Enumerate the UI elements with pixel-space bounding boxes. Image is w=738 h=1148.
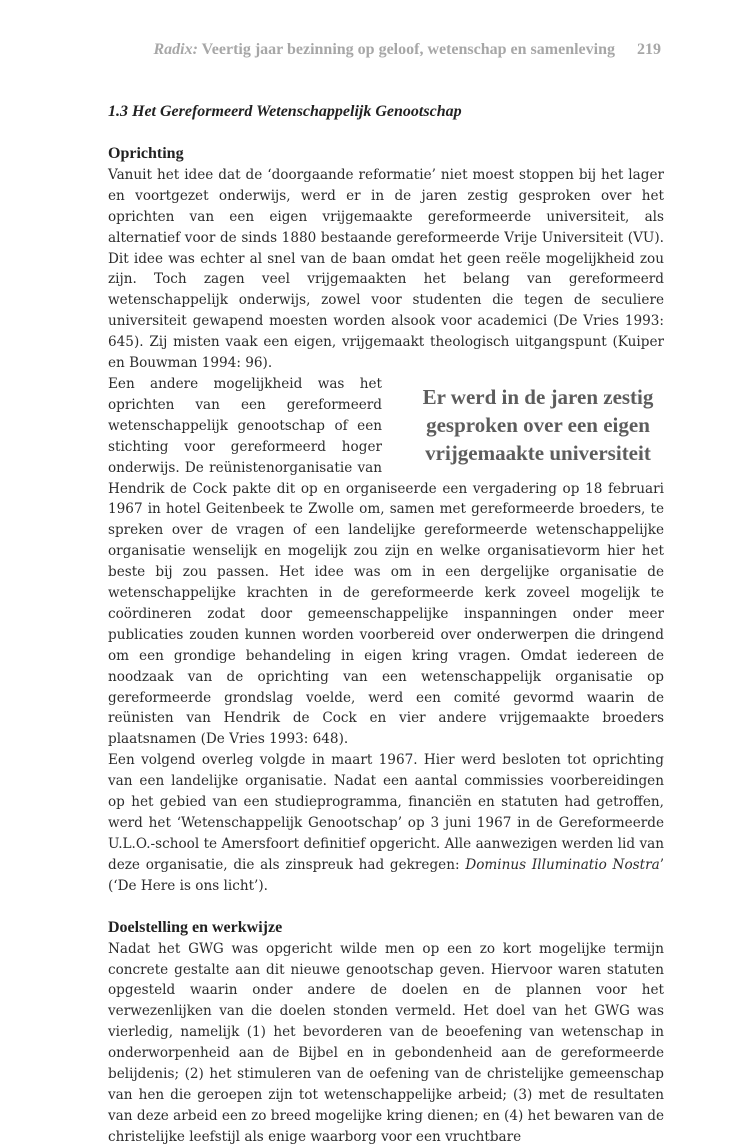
- paragraph-text: Een volgend overleg volgde in maart 1967. Hier werd besloten tot oprichting van een landelijke organisatie. Nadat een aantal commissies voorbereidingen op het gebied van een studieprogramma, financiën en statuten had getroffen, werd het ‘Wetenschappelijk Genootschap’ op 3 juni 1967 in de Gereformeerde U.L.O.-school te Amersfoort definitief opgericht. Alle aanwezigen werden lid van deze organisatie, die als zinspreuk had gekregen:: [108, 752, 664, 873]
- paragraph: Nadat het GWG was opgericht wilde men op een zo kort mogelijke termijn concrete gestalte aan dit nieuwe genootschap geven. Hiervoor waren statuten opgesteld waarin onder andere de doelen en de plannen voor het verwezenlijken van die doelen stonden vermeld. Het doel van het GWG was vierledig, namelijk (1) het bevorderen van de beoefening van wetenschap in onderworpenheid aan de Bijbel en in gebondenheid aan de gereformeerde belijdenis; (2) het stimuleren van de oefening van de christelijke gemeenschap van hen die geroepen zijn tot wetenschappelijke arbeid; (3) met de resultaten van deze arbeid een zo breed mogelijke kring dienen; en (4) het bewaren van de christelijke leefstijl als enige waarborg voor een vruchtbare: [108, 940, 664, 1145]
- paragraph-with-pullquote: [108, 374, 664, 750]
- running-header: [154, 41, 662, 59]
- page-body: [108, 100, 664, 1148]
- page-number: 219: [637, 41, 661, 58]
- paragraph: Vanuit het idee dat de ‘doorgaande reformatie’ niet moest stoppen bij het lager en voortgezet onderwijs, werd er in de jaren zestig gesproken over het oprichten van een eigen vrijgemaakte gereformeerde universiteit, als alternatief voor de sinds 1880 bestaande gereformeerde Vrije Universiteit (VU). Dit idee was echter al snel van de baan omdat het geen reële mogelijkheid zou zijn. Toch zagen veel vrijgemaakten het belang van gereformeerd wetenschappelijk onderwijs, zowel voor studenten die tegen de seculiere universiteit gewapend moesten worden alsook voor academici (De Vries 1993: 645). Zij misten vaak een eigen, vrijgemaakt theologisch uitgangspunt (Kuiper en Bouwman 1994: 96).: [108, 166, 664, 372]
- subheading-oprichting: Oprichting: [108, 144, 184, 162]
- pull-quote: Er werd in de jaren zestig gesproken over een eigen vrijgemaakte universiteit: [422, 384, 654, 465]
- motto-text: Dominus Illuminatio Nostra: [465, 856, 660, 873]
- series-name: Radix:: [153, 41, 198, 58]
- section-title: 1.3 Het Gereformeerd Wetenschappelijk Genootschap: [108, 103, 462, 120]
- paragraph-text-end: ’ (‘De Here is ons licht’).: [108, 856, 665, 894]
- paragraph-text: Een andere mogelijkheid was het oprichten van een gereformeerd wetenschappelijk genootschap of een stichting voor gereformeerd hoger onderwijs. De reünistenorganisatie van Hendrik de Cock pakte dit op en organiseerde een vergadering op 18 februari 1967 in hotel Geitenbeek te Zwolle om, samen met gereformeerde broeders, te spreken over de vragen of een landelijke gereformeerde wetenschappelijke organisatie wenselijk en mogelijk zou zijn en welke organisatievorm hier het beste bij zou passen. Het idee was om in een dergelijke organisatie de wetenschappelijke krachten in de gereformeerde kerk zoveel mogelijk te coördineren zodat door gemeenschappelijke inspanningen onder meer publicaties zouden kunnen worden voorbereid over onderwerpen die dringend om een grondige behandeling in eigen kring vragen. Omdat iedereen de noodzaak van de oprichting van een wetenschappelijk organisatie op gereformeerde grondslag voelde, werd een comité gevormd waarin de reünisten van Hendrik de Cock en vier andere vrijgemaakte broeders plaatsnamen (De Vries 1993: 648).: [108, 375, 664, 748]
- book-title: Veertig jaar bezinning op geloof, wetenschap en samenleving: [201, 41, 615, 58]
- subheading-doelstelling: Doelstelling en werkwijze: [108, 918, 283, 936]
- paragraph: [108, 750, 664, 896]
